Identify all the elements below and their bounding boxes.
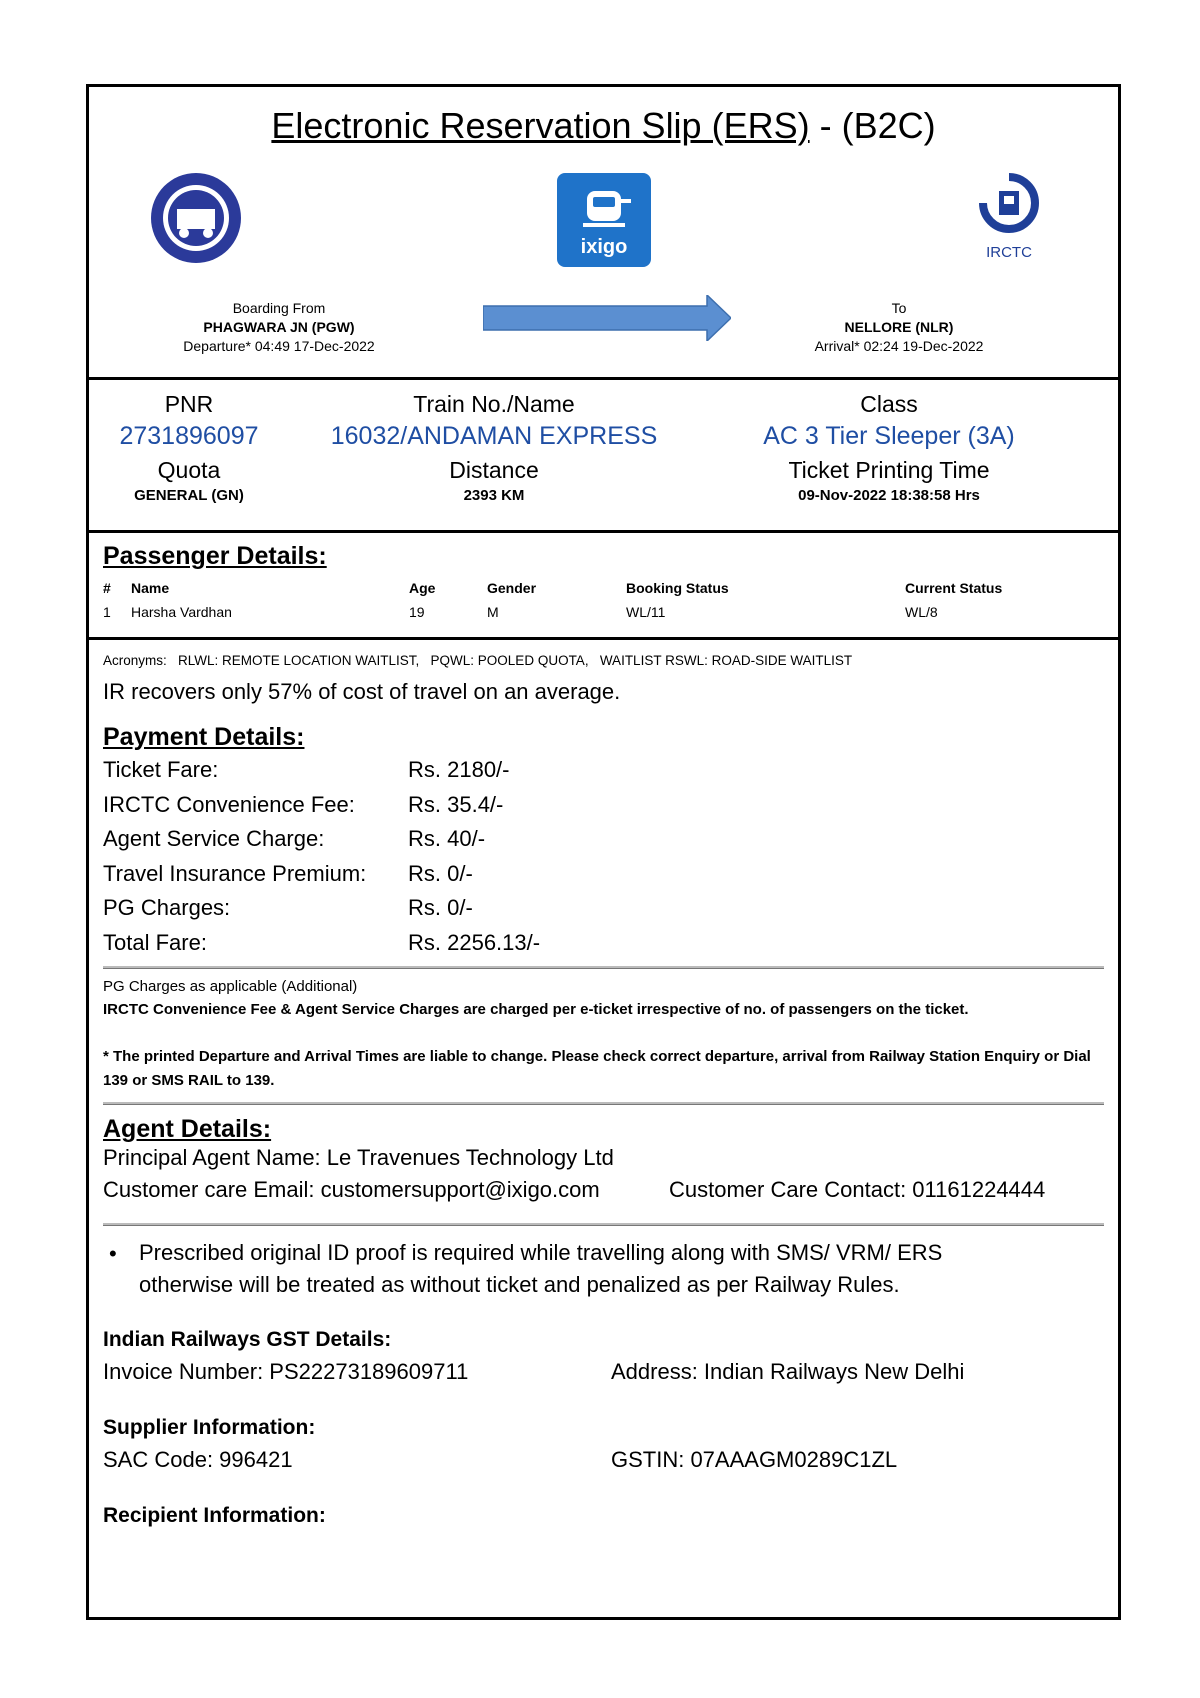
passenger-heading: Passenger Details: [103,542,327,570]
col-booking-status: Booking Status [626,580,729,596]
divider [103,1223,1104,1226]
payment-label: Agent Service Charge: [103,826,325,851]
irctc-logo [969,171,1049,261]
title-main: Electronic Reservation Slip (ERS) [271,105,810,146]
arrival-time: Arrival* 02:24 19-Dec-2022 [814,338,984,354]
acronyms-text: Acronyms: RLWL: REMOTE LOCATION WAITLIST, PQWL: POOLED QUOTA, WAITLIST RSWL: ROAD-SIDE WAITLIST [103,653,853,668]
payment-label: Total Fare: [103,929,207,955]
divider [103,1102,1104,1105]
payment-value: Rs. 2256.13/- [408,929,541,955]
irctc-emblem-icon [969,171,1049,235]
payment-row-agent-charge [103,822,540,857]
payment-label: IRCTC Convenience Fee: [103,791,355,817]
col-current-status: Current Status [905,580,1003,596]
payment-label: Travel Insurance Premium: [103,860,367,886]
pg-note: PG Charges as applicable (Additional) [103,978,358,995]
passenger-section [89,530,1118,640]
col-index: # [103,580,111,596]
train-icon [557,179,651,239]
payment-value: Rs. 2180/- [408,757,510,782]
train-label: Train No./Name [413,391,575,417]
cell-current-status: WL/8 [905,604,938,620]
boarding-label: Boarding From [232,300,326,316]
payment-value: Rs. 0/- [408,895,473,920]
col-name: Name [131,580,170,596]
boarding-station: PHAGWARA JN (PGW) [203,319,355,335]
indian-railways-logo-icon [149,171,243,265]
cell-gender: M [487,604,499,620]
pnr-value: 2731896097 [119,422,259,450]
payment-heading: Payment Details: [103,723,305,751]
class-label: Class [860,391,918,417]
col-age: Age [409,580,436,596]
payment-row-insurance [103,857,540,892]
payment-label: Ticket Fare: [103,757,219,782]
destination-station: NELLORE (NLR) [844,319,954,335]
details-section [89,637,1118,1617]
ixigo-logo [557,173,651,267]
id-proof-text: Prescribed original ID proof is required while travelling along with SMS/ VRM/ ERS otherwise will be treated as without ticket and penalized as per Railway Rules. [139,1240,943,1297]
payment-value: Rs. 40/- [408,826,486,851]
ixigo-logo-text: ixigo [580,236,628,258]
payment-row-ticket-fare [103,753,540,788]
gst-address: Address: Indian Railways New Delhi [611,1359,965,1384]
recipient-heading: Recipient Information: [103,1504,326,1527]
distance-label: Distance [449,457,539,483]
passenger-table-header [103,580,1104,600]
payment-label: PG Charges: [103,895,231,920]
cell-name: Harsha Vardhan [131,604,232,620]
supplier-sac: SAC Code: 996421 [103,1447,293,1472]
destination-label: To [891,300,907,316]
fee-note: IRCTC Convenience Fee & Agent Service Charges are charged per e-ticket irrespective of no. of passengers on the ticket. [103,1001,969,1018]
page-title [89,105,1118,147]
train-value: 16032/ANDAMAN EXPRESS [330,422,658,450]
agent-email: Customer care Email: customersupport@ixigo.com [103,1177,600,1202]
cell-index: 1 [103,604,111,620]
times-note: * The printed Departure and Arrival Times are liable to change. Please check correct departure, arrival from Railway Station Enquiry or Dial 139 or SMS RAIL to 139. [103,1048,1091,1089]
col-gender: Gender [487,580,537,596]
print-time-label: Ticket Printing Time [788,457,990,483]
distance-value: 2393 KM [463,487,525,504]
payment-row-pg-charges [103,891,540,926]
agent-heading: Agent Details: [103,1115,272,1143]
quota-label: Quota [157,457,221,483]
pnr-label: PNR [164,391,214,417]
agent-contact: Customer Care Contact: 01161224444 [669,1177,1046,1202]
table-row [103,604,1104,624]
payment-row-convenience-fee [103,788,540,823]
agent-principal: Principal Agent Name: Le Travenues Technology Ltd [103,1145,614,1170]
ticket-info-section [89,377,1118,533]
irctc-logo-text: IRCTC [986,244,1032,261]
supplier-gstin: GSTIN: 07AAAGM0289C1ZL [611,1447,898,1472]
class-value: AC 3 Tier Sleeper (3A) [763,422,1015,450]
arrow-right-icon [483,295,731,341]
divider [103,966,1104,969]
cell-booking-status: WL/11 [626,604,666,620]
header-section [89,87,1118,380]
id-proof-bullet: • [109,1241,117,1266]
supplier-heading: Supplier Information: [103,1416,316,1439]
payment-value: Rs. 35.4/- [408,791,504,817]
boarding-block [149,299,409,356]
destination-block [769,299,1029,356]
payment-value: Rs. 0/- [408,860,473,886]
payment-row-total-fare [103,926,540,961]
ers-document [86,84,1121,1620]
departure-time: Departure* 04:49 17-Dec-2022 [183,338,375,354]
title-suffix: - (B2C) [809,105,936,146]
print-time-value: 09-Nov-2022 18:38:58 Hrs [798,487,980,504]
recovery-text: IR recovers only 57% of cost of travel on an average. [103,679,621,704]
gst-heading: Indian Railways GST Details: [103,1328,392,1351]
payment-list [103,753,540,960]
quota-value: GENERAL (GN) [134,487,244,504]
gst-invoice: Invoice Number: PS22273189609711 [103,1359,469,1384]
cell-age: 19 [409,604,425,620]
